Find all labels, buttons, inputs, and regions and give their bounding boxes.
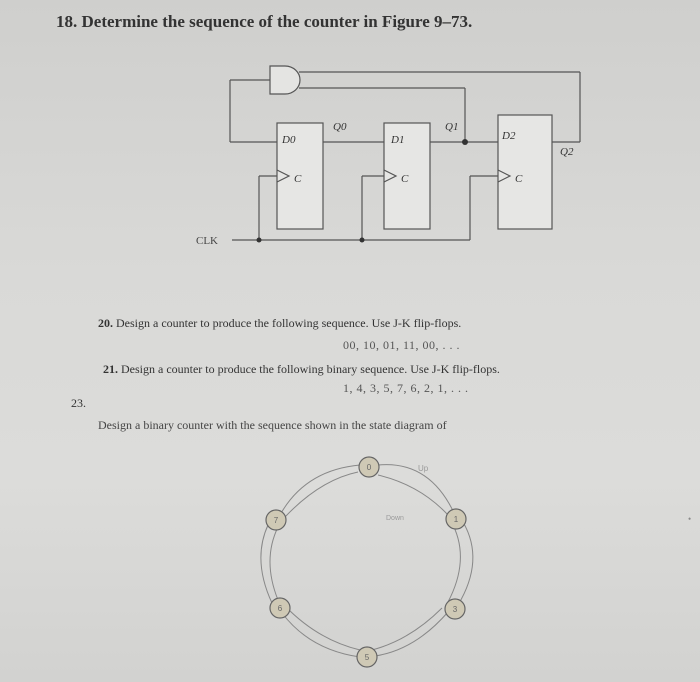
- ff1-c-label: C: [401, 173, 409, 185]
- and-gate-icon: [270, 66, 300, 94]
- ff0-d-label: D0: [282, 134, 296, 146]
- state-6-label: 6: [277, 604, 283, 613]
- problem-20: [98, 316, 461, 331]
- state-5-label: 5: [364, 653, 370, 662]
- problem-20-number: 20.: [98, 316, 113, 330]
- ff2-c-label: C: [515, 173, 523, 185]
- problem-21-text: Design a counter to produce the following binary sequence. Use J-K flip-flops.: [121, 362, 500, 376]
- ff0-c-label: C: [294, 173, 302, 185]
- state-3-label: 3: [452, 605, 458, 614]
- problem-23-number: 23.: [71, 396, 86, 410]
- ff2-q-label: Q2: [560, 146, 574, 158]
- problem-21-sequence: 1, 4, 3, 5, 7, 6, 2, 1, . . .: [343, 381, 469, 395]
- problem-18-number: 18.: [56, 12, 78, 31]
- ff1-d-label: D1: [391, 134, 405, 146]
- page-mark-icon: •: [688, 514, 692, 524]
- problem-18-text: Determine the sequence of the counter in Figure 9–73.: [81, 12, 473, 31]
- state-7-label: 7: [273, 516, 279, 525]
- clk-label: CLK: [196, 235, 218, 247]
- ff2-d-label: D2: [502, 130, 516, 142]
- ff1-q-label: Q1: [445, 121, 459, 133]
- problem-20-text: Design a counter to produce the following sequence. Use J-K flip-flops.: [116, 316, 462, 330]
- ff0-q-label: Q0: [333, 121, 347, 133]
- down-label: Down: [386, 515, 404, 522]
- problem-23-text: Design a binary counter with the sequence shown in the state diagram of: [98, 418, 447, 432]
- state-1-label: 1: [453, 515, 459, 524]
- state-0-label: 0: [366, 463, 372, 472]
- up-label: Up: [418, 464, 429, 473]
- problem-21-number: 21.: [103, 362, 118, 376]
- problem-20-sequence: 00, 10, 01, 11, 00, . . .: [343, 338, 461, 352]
- problem-21: [103, 362, 500, 377]
